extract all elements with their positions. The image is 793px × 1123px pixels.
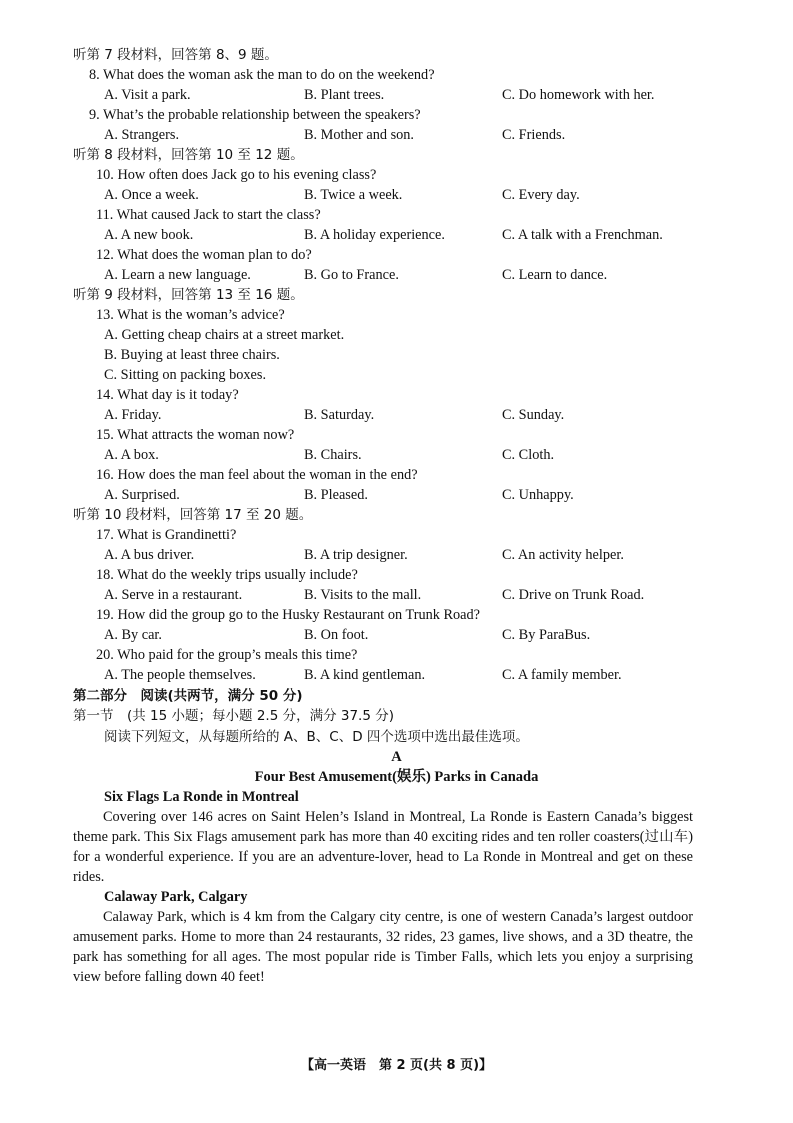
park-heading: Calaway Park, Calgary <box>104 889 248 905</box>
option-a: A. By car. <box>104 627 162 643</box>
options <box>0 665 793 685</box>
options <box>0 225 793 245</box>
question <box>0 205 793 225</box>
part-title: 第二部分 阅读(共两节，满分 50 分) <box>73 688 303 704</box>
question <box>0 245 793 265</box>
question-text: 14. What day is it today? <box>96 387 239 403</box>
option-a: A. A new book. <box>104 227 194 243</box>
option-c: C. An activity helper. <box>502 547 624 563</box>
options <box>0 585 793 605</box>
question <box>0 165 793 185</box>
question <box>0 385 793 405</box>
question-text: 8. What does the woman ask the man to do on the weekend? <box>89 67 435 83</box>
option-b: B. Pleased. <box>304 487 368 503</box>
option-c: C. Sitting on packing boxes. <box>104 367 267 383</box>
question-text: 17. What is Grandinetti? <box>96 527 237 543</box>
option-b: B. A trip designer. <box>304 547 408 563</box>
option-b: B. On foot. <box>304 627 369 643</box>
option-b: B. Chairs. <box>304 447 362 463</box>
option-line <box>0 345 793 365</box>
section-heading: 听第 8 段材料，回答第 10 至 12 题。 <box>73 147 304 163</box>
question <box>0 465 793 485</box>
option-a: A. Getting cheap chairs at a street market. <box>104 327 345 343</box>
section-subtitle: 第一节 (共 15 小题；每小题 2.5 分，满分 37.5 分) <box>73 708 394 724</box>
section-heading: 听第 9 段材料，回答第 13 至 16 题。 <box>73 287 304 303</box>
option-c: C. A family member. <box>502 667 622 683</box>
options <box>0 405 793 425</box>
question <box>0 65 793 85</box>
options <box>0 485 793 505</box>
option-line <box>0 365 793 385</box>
question-text: 9. What’s the probable relationship between the speakers? <box>89 107 421 123</box>
option-c: C. Cloth. <box>502 447 555 463</box>
option-c: C. Drive on Trunk Road. <box>502 587 645 603</box>
option-a: A. Visit a park. <box>104 87 191 103</box>
question-text: 11. What caused Jack to start the class? <box>96 207 321 223</box>
passage-title: Four Best Amusement(娱乐) Parks in Canada <box>254 769 539 785</box>
option-b: B. Saturday. <box>304 407 375 423</box>
question-text: 18. What do the weekly trips usually include? <box>96 567 358 583</box>
option-b: B. Twice a week. <box>304 187 403 203</box>
question-text: 15. What attracts the woman now? <box>96 427 295 443</box>
question-text: 13. What is the woman’s advice? <box>96 307 285 323</box>
instructions: 阅读下列短文，从每题所给的 A、B、C、D 四个选项中选出最佳选项。 <box>104 729 529 745</box>
option-c: C. Unhappy. <box>502 487 574 503</box>
option-b: B. Plant trees. <box>304 87 385 103</box>
options <box>0 125 793 145</box>
passage-paragraph: Calaway Park, which is 4 km from the Calgary city centre, is one of western Canada’s largest outdoor amusement parks. Home to more than 24 restaurants, 32 rides, 23 games, live shows, and a 3D theatre, the park has something for all ages. The most popular ride is Timber Falls, which lets you enjoy a surprising view before falling down 40 feet! <box>73 909 693 985</box>
option-a: A. Strangers. <box>104 127 180 143</box>
option-b: B. Go to France. <box>304 267 399 283</box>
question <box>0 305 793 325</box>
options <box>0 545 793 565</box>
option-line <box>0 325 793 345</box>
question-text: 16. How does the man feel about the woman in the end? <box>96 467 418 483</box>
option-a: A. Friday. <box>104 407 162 423</box>
question <box>0 605 793 625</box>
option-a: A. Serve in a restaurant. <box>104 587 243 603</box>
question <box>0 645 793 665</box>
option-c: C. By ParaBus. <box>502 627 591 643</box>
option-c: C. A talk with a Frenchman. <box>502 227 663 243</box>
question-text: 19. How did the group go to the Husky Restaurant on Trunk Road? <box>96 607 481 623</box>
section-heading: 听第 10 段材料，回答第 17 至 20 题。 <box>73 507 313 523</box>
option-a: A. A bus driver. <box>104 547 195 563</box>
question-text: 20. Who paid for the group’s meals this time? <box>96 647 358 663</box>
option-b: B. A holiday experience. <box>304 227 445 243</box>
option-c: C. Every day. <box>502 187 580 203</box>
options <box>0 85 793 105</box>
page-footer: 【高一英语 第 2 页(共 8 页)】 <box>300 1058 493 1073</box>
option-b: B. Visits to the mall. <box>304 587 422 603</box>
option-c: C. Sunday. <box>502 407 565 423</box>
question <box>0 525 793 545</box>
option-b: B. Buying at least three chairs. <box>104 347 280 363</box>
options <box>0 265 793 285</box>
option-a: A. A box. <box>104 447 159 463</box>
option-c: C. Do homework with her. <box>502 87 655 103</box>
park-heading: Six Flags La Ronde in Montreal <box>104 789 299 805</box>
question <box>0 565 793 585</box>
question <box>0 105 793 125</box>
option-c: C. Friends. <box>502 127 566 143</box>
section-heading: 听第 7 段材料，回答第 8、9 题。 <box>73 47 278 63</box>
options <box>0 445 793 465</box>
question-text: 10. How often does Jack go to his evening class? <box>96 167 377 183</box>
option-b: B. Mother and son. <box>304 127 414 143</box>
option-b: B. A kind gentleman. <box>304 667 426 683</box>
option-a: A. Surprised. <box>104 487 180 503</box>
passage-paragraph: Covering over 146 acres on Saint Helen’s Island in Montreal, La Ronde is Eastern Canada’s biggest theme park. This Six Flags amusement park has more than 40 exciting rides and ten roller coasters(过山车) for a wonderful experience. If you are an adventure-lover, head to La Ronde in Montreal and get on these rides. <box>73 809 693 885</box>
option-a: A. Learn a new language. <box>104 267 251 283</box>
option-a: A. The people themselves. <box>104 667 256 683</box>
option-c: C. Learn to dance. <box>502 267 608 283</box>
option-a: A. Once a week. <box>104 187 199 203</box>
question <box>0 425 793 445</box>
question-text: 12. What does the woman plan to do? <box>96 247 312 263</box>
options <box>0 625 793 645</box>
options <box>0 185 793 205</box>
passage-letter: A <box>391 749 402 765</box>
